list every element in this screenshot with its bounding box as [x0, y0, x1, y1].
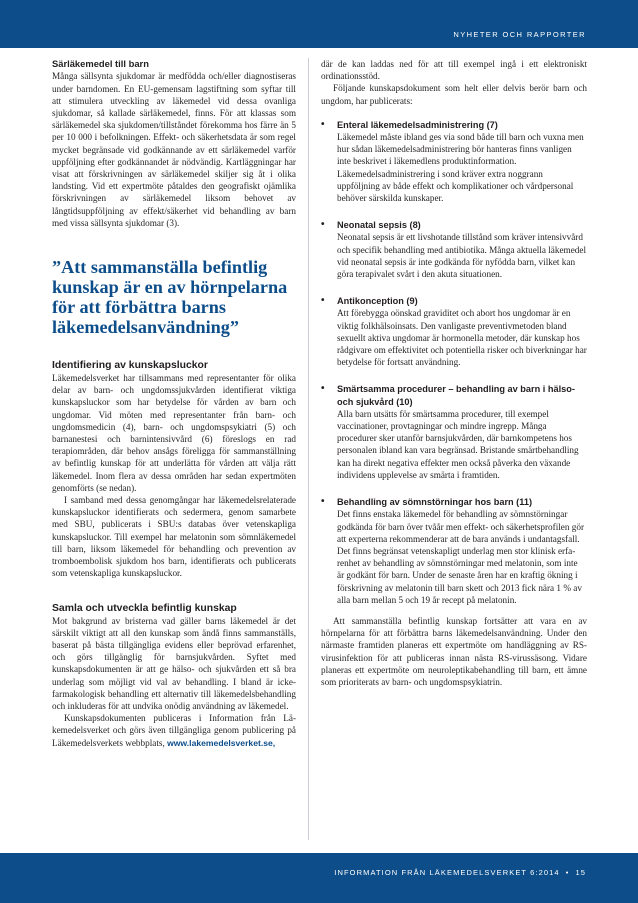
separator-dot: • [565, 868, 570, 877]
list-item-text: Att förebygga oönskad graviditet och abort hos ungdomar är en viktig folkhälsoinsats. Den vanligaste preventivmetoden bland sexuellt aktiva ungdomar är hormonella metoder, där kunskap hos rådgivare om effektivitet och potentiella risker och biverkningar har betydelse för fortsatt användning. [337, 308, 587, 368]
website-link[interactable]: www.lakemedelsverket.se, [167, 737, 276, 748]
list-item-text: Alla barn utsätts för smärtsamma procedurer, till exempel vaccinationer, provtagningar och mindre ingrepp. Många procedurer sker utanför barnsjukvården, där barnkompetens hos personalen ibland kan vara begränsad. Bristande smärtbehandling kan ha direkt negativa effekter men också påverka den växande individens upplevelse av smärta i framtiden. [337, 408, 579, 480]
paragraph-orphan-drugs: Många sällsynta sjukdomar är medfödda och/eller diagnostiseras under barndomen. En EU-gemensam lagstiftning som syftar till att stimulera utveckling av läkemedel vid dessa ovanliga sjukdomar, så kallade särläkemedel, finns. För att klassas som särläkemedel ska sjukdomen/tillståndet förekomma hos färre än 5 per 10 000 i befolkningen. Effekt- och säkerhetsdata är som regel mycket begränsade vid godkännande av ett särläkemedel varför uppföljning efter godkännandet är nödvändig. Kartläggningar har visat att förskrivningen av särläkemedel skiljer sig åt i olika landsting. Vid ett expertmöte påtaldes den geografiskt ojämlika förskrivningen av särläkemedel liksom behovet av långtidsuppföljning av effekt/säkerhet vid behandling av barn med vissa sällsynta sjukdomar (3). [52, 71, 296, 228]
footer-band [0, 853, 638, 903]
paragraph-knowledge-gaps: Läkemedelsverket har tillsammans med representanter för olika delar av barn- och ungdomssjukvården identifierat viktiga kunskapsluckor som har betydelse för vården av barn och ungdomar. Vid möten med representanter från barn- och ungdomsmedicin (4), barn- och ungdomspsykiatri (5) och barnanestesi och barnintensivvård (6) föreslogs en rad terapiområden, där behov ansågs föreligga för sammanställning av befintlig kunskap för att underlätta för vården att välja rätt läkemedel. Inom flera av dessa områden har sedan expertmöten genomförts (se nedan). [52, 373, 296, 493]
heading-knowledge-gaps: Identifiering av kunskapsluckor [52, 360, 208, 372]
list-item-text: Neonatal sepsis är ett livshotande tillstånd som kräver intensivvård och specifik behandling med antibiotika. Många aktuella läkemedel vid neonatal sepsis är inte godkända för nyfödda barn, vilket kan göra terapivalet svårt i den akuta situationen. [337, 232, 587, 280]
publication-text: Kunskapsdokumenten publiceras i Information från Läkemedelsverket och görs även tillgängliga genom publicering på Läkemedelsverkets webbplats, [52, 713, 296, 748]
heading-orphan-drugs: Särläkemedel till barn [52, 58, 149, 69]
paragraph-download: där de kan laddas ned för att till exempel ingå i ett elektroniskt ordinationsstöd. [321, 59, 587, 82]
bullet-icon: • [321, 496, 325, 508]
bullet-icon: • [321, 383, 325, 395]
list-item-title: Enteral läkemedelsadministrering (7) [337, 119, 498, 130]
list-item [321, 496, 587, 606]
right-column [321, 58, 587, 688]
paragraph-collect-knowledge: Mot bakgrund av bristerna vad gäller barns läkemedel är det särskilt viktigt att all den kunskap som ändå finns sammanställs, baserat på bästa tillgängliga evidens eller beprövad erfarenhet, och görs tillgänglig för barnsjukvården. Syftet med kunskapsdokumenten är att ge hälso- och sjukvården ett så bra underlag som möjligt vid val av behandling. I bland är icke-farmakologisk behandling ett alternativ till läkemedelsbehandling och inkluderas för att undvika onödig användning av läkemedel. [52, 615, 296, 711]
bullet-icon: • [321, 118, 325, 130]
list-item-title: Neonatal sepsis (8) [337, 220, 421, 231]
pull-quote: ”Att sammanställa befintlig kunskap är en av hörnpelarna för att förbättra barns läkemedelsanvändning” [52, 257, 288, 338]
paragraph-future-plans: Att sammanställa befintlig kunskap fortsätter att vara en av hörnpelarna för att förbättra barns läkemedelsanvändning. Under den närmaste framtiden planeras ett expertmöte om handläggning av RS-virusinfektion för att publiceras innan nästa RS-virussäsong. Vidare planeras ett expertmöte om neuroleptikabehandling till barn, ett ämne som prioriterats av barn- och ungdomspsykiatrin. [321, 615, 587, 687]
publication-name: INFORMATION FRÅN LÄKEMEDELSVERKET 6:2014 [334, 868, 560, 877]
section-label: NYHETER OCH RAPPORTER [453, 30, 586, 39]
list-item-title: Antikonception (9) [337, 296, 418, 307]
paragraph-publication [52, 712, 296, 749]
heading-collect-knowledge: Samla och utveckla befintlig kunskap [52, 602, 237, 614]
footer-line [334, 868, 586, 877]
list-item [321, 295, 587, 368]
list-item [321, 219, 587, 280]
page-number: 15 [575, 868, 586, 877]
left-column [52, 58, 296, 749]
list-item-text: Det finns enstaka läkemedel för behandling av sömnstörningar godkända för barn över tvåår men effekt- och säkerhetsprofilen gör att experterna rekommenderar att de bara används i undantagsfall. Det finns begränsat vetenskapligt underlag men stor klinisk erfarenhet av behandling av sömnstörningar med melatonin, som inte är godkänt för barn. Under de senaste åren har en kraftig ökning i förskrivning av melatonin till barn skett och 2013 fick nära 1 % av alla barn mellan 5 och 19 år recept på melatonin. [337, 509, 585, 605]
paragraph-sbu-database: I samband med dessa genomgångar har läkemedelsrelaterade kunskapsluckor identifierats och sedermera, genom samarbete med SBU, publicerats i SBU:s databas över vetenskapliga kunskapsluckor. Till exempel har melatonin som sömnläkemedel till barn, liksom läkemedel för behandling och prevention av tromboembolisk sjukdom hos barn, identifierats och publicerats som vetenskapliga kunskapsluckor. [52, 495, 296, 579]
list-item [321, 383, 587, 481]
bullet-icon: • [321, 295, 325, 307]
list-item [321, 119, 587, 204]
list-item-title: Behandling av sömnstörningar hos barn (11) [337, 497, 533, 508]
paragraph-published-list-intro: Följande kunskapsdokument som helt eller delvis berör barn och ungdom, har publicerats: [321, 83, 587, 106]
header-band [0, 0, 638, 48]
published-documents-list [321, 119, 587, 606]
bullet-icon: • [321, 219, 325, 231]
column-divider [308, 58, 309, 840]
list-item-title: Smärtsamma procedurer – behandling av barn i hälso- och sjukvård (10) [337, 384, 575, 407]
list-item-text: Läkemedel måste ibland ges via sond både till barn och vuxna men hur sådan läkemedelsadministrering bör hanteras finns vanligen inte beskrivet i läkemedlens produktinformation. Läkemedelsadministrering i sond kräver extra noggrann uppföljning av både effekt och komplikationer och vårdpersonal behöver särskilda kunskaper. [337, 132, 584, 204]
